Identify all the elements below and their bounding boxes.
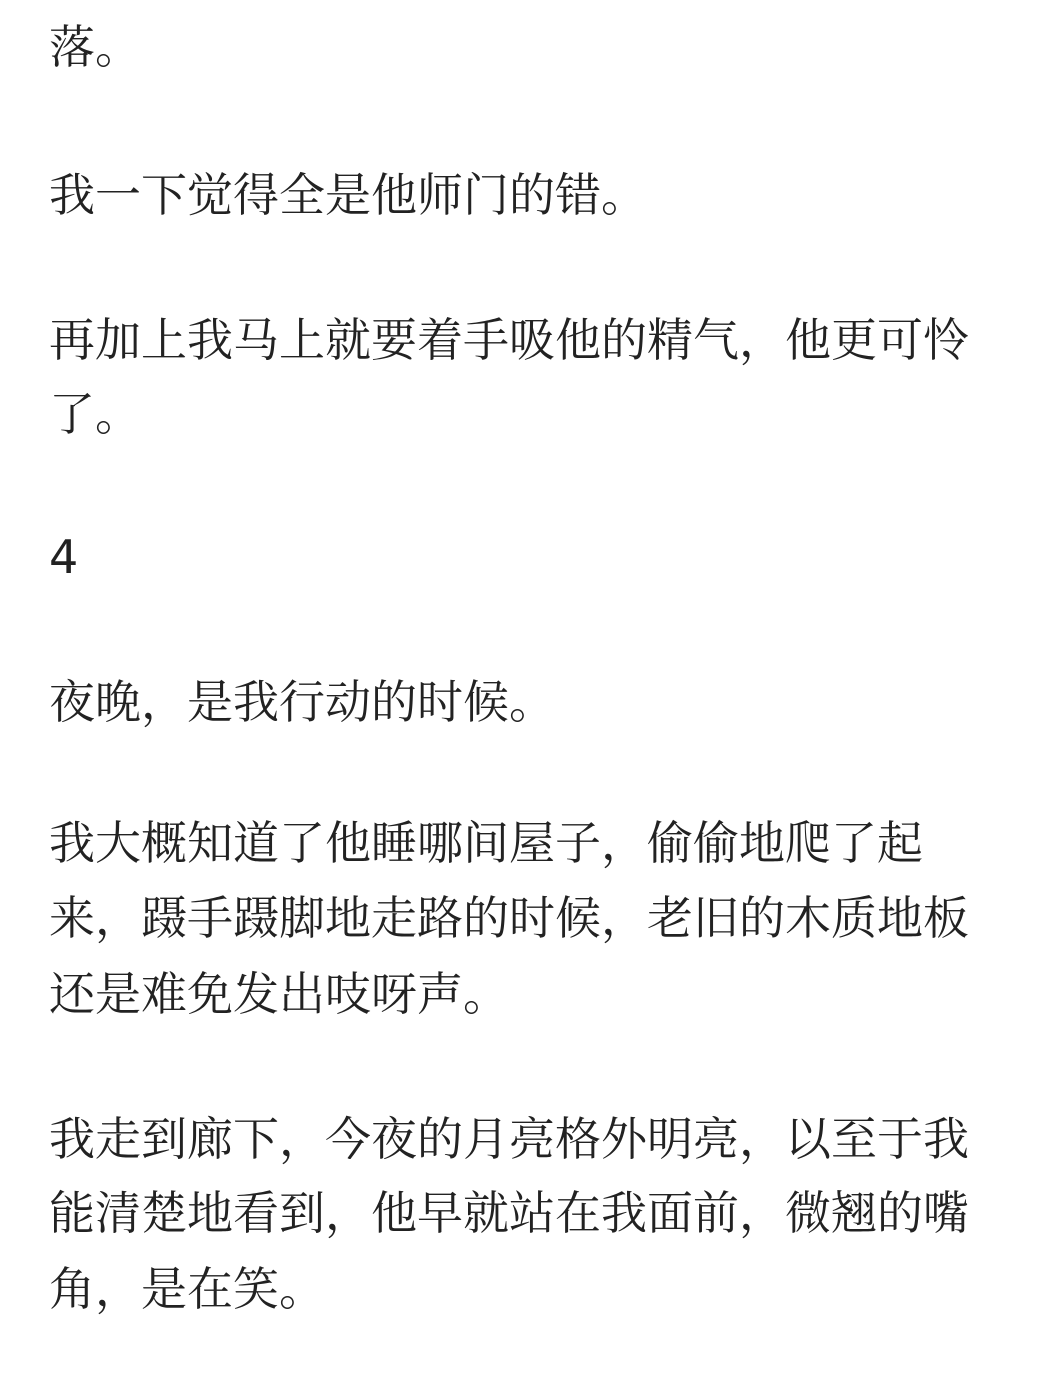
section-number: 4	[49, 530, 79, 584]
text-line: 了。	[49, 387, 141, 441]
text-line: 还是难免发出吱呀声。	[49, 967, 509, 1021]
text-line: 再加上我马上就要着手吸他的精气，他更可怜	[49, 313, 969, 367]
text-line: 我走到廊下，今夜的月亮格外明亮，以至于我	[49, 1112, 969, 1166]
text-line: 角，是在笑。	[49, 1262, 325, 1316]
text-line: 能清楚地看到，他早就站在我面前，微翘的嘴	[49, 1186, 969, 1240]
text-line: 来，蹑手蹑脚地走路的时候，老旧的木质地板	[49, 891, 969, 945]
text-line: 我大概知道了他睡哪间屋子，偷偷地爬了起	[49, 816, 923, 870]
text-line: 我一下觉得全是他师门的错。	[49, 168, 647, 222]
text-line: 落。	[49, 20, 141, 74]
text-line: 夜晚，是我行动的时候。	[49, 675, 555, 729]
